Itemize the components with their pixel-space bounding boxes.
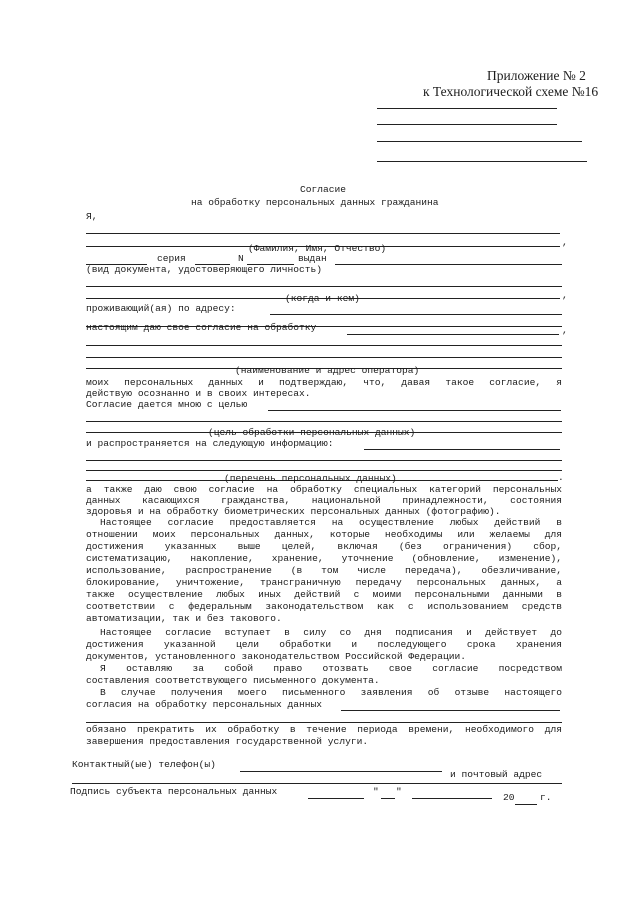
year-blank[interactable] [515, 804, 537, 805]
phone-blank[interactable] [240, 771, 442, 772]
p3-line-5: использование, распространение (в том числе передача), обезличивание, [86, 565, 562, 576]
document-subtitle: на обработку персональных данных гражданина [191, 197, 439, 208]
p4-line-2: достижения указанной цели обработки и последующего срока хранения [86, 639, 562, 650]
operator-caption: (наименование и адрес оператора) [235, 365, 420, 376]
issuer-comma: , [562, 290, 568, 301]
purpose-blank-2[interactable] [86, 421, 562, 422]
p7-line-2: завершения предоставления государственной услуги. [86, 736, 369, 747]
fio-caption: (Фамилия, Имя, Отчество) [248, 243, 387, 254]
p3-line-1: Настоящее согласие предоставляется на осуществление любых действий в [100, 517, 562, 528]
info-blank-1[interactable] [364, 449, 560, 450]
p1-line-2: действую осознанно и в своих интересах. [86, 388, 311, 399]
header-line-4 [377, 161, 587, 162]
purpose-caption: (цель обработки персональных данных) [208, 427, 416, 438]
p7-line-1: обязано прекратить их обработку в течение периода времени, необходимого для [86, 724, 562, 735]
date-quote-open: " [373, 786, 379, 797]
p3-line-7: также осуществление любых иных действий с моими персональными данными в [86, 589, 562, 600]
p3-line-8: соответствии с федеральным законодательством как с использованием средств [86, 601, 562, 612]
info-blank-3[interactable] [86, 470, 562, 471]
header-line-3 [377, 141, 582, 142]
doc-caption: (вид документа, удостоверяющего личность) [86, 264, 323, 275]
issued-label: выдан [298, 253, 327, 264]
p2-line-3: здоровья и на обработку биометрических персональных данных (фотографию). [86, 506, 501, 517]
operator-blank-3[interactable] [86, 357, 562, 358]
document-title: Согласие [300, 184, 347, 195]
p4-line-1: Настоящее согласие вступает в силу со дня подписания и действует до [100, 627, 562, 638]
p6-line-1: В случае получения моего письменного заявления об отзыве настоящего [100, 687, 562, 698]
scheme-reference: к Технологической схеме №16 [423, 84, 599, 99]
email-label: и почтовый адрес [450, 769, 543, 780]
p5-line-2: составления соответствующего письменного документа. [86, 675, 380, 686]
operator-comma: , [562, 325, 568, 336]
p3-line-4: систематизацию, накопление, хранение, уточнение (обновление, изменение), [86, 553, 562, 564]
operator-blank-1[interactable] [347, 334, 559, 335]
p4-line-3: документов, установленного законодательством Российской Федерации. [86, 651, 466, 662]
day-blank[interactable] [381, 798, 395, 799]
signature-blank[interactable] [308, 798, 364, 799]
month-blank[interactable] [412, 798, 492, 799]
fio-comma: , [562, 237, 568, 248]
p3-line-6: блокирование, уничтожение, трансграничную передачу персональных данных, а [86, 577, 562, 588]
operator-blank-2[interactable] [86, 345, 562, 346]
series-label: серия [157, 253, 186, 264]
p2-line-1: а также даю свою согласие на обработку специальных категорий персональных [86, 484, 562, 495]
revocation-blank-1[interactable] [341, 710, 560, 711]
p5-line-1: Я оставляю за собой право отозвать свое согласие посредством [100, 663, 562, 674]
address-label: проживающий(ая) по адресу: [86, 303, 236, 314]
header-line-1 [377, 108, 557, 109]
list-caption: (перечень персональных данных) [224, 473, 397, 484]
consent-label: настоящим даю свое согласие на обработку [86, 322, 317, 333]
p3-line-3: достижения указанных выше целей, включая (без ограничения) сбор, [86, 541, 562, 552]
year-prefix: 20 [503, 792, 515, 803]
ya-label: Я, [86, 211, 98, 222]
spread-label: и распространяется на следующую информацию: [86, 438, 334, 449]
contacts-label: Контактный(ые) телефон(ы) [72, 759, 216, 770]
p1-line-1: моих персональных данных и подтверждаю, что, давая такое согласие, я [86, 377, 562, 388]
email-blank[interactable] [72, 783, 562, 784]
info-period: . [558, 472, 564, 483]
revocation-blank-2[interactable] [86, 722, 562, 723]
issued-blank[interactable] [335, 264, 562, 265]
number-label: N [238, 253, 244, 264]
header-line-2 [377, 124, 557, 125]
appendix-number: Приложение № 2 [487, 68, 586, 83]
when-by-caption: (когда и кем) [285, 293, 360, 304]
address-blank-1[interactable] [270, 314, 562, 315]
p3-line-9: автоматизации, так и без такового. [86, 613, 282, 624]
p6-line-2: согласия на обработку персональных данных [86, 699, 323, 710]
purpose-label: Согласие дается мною с целью [86, 399, 248, 410]
year-suffix: г. [540, 792, 552, 803]
p2-line-2: данных касающихся гражданства, национальной принадлежности, состояния [86, 495, 562, 506]
signature-label: Подпись субъекта персональных данных [70, 786, 278, 797]
info-blank-2[interactable] [86, 460, 562, 461]
p3-line-2: отношении моих персональных данных, которые необходимы или желаемы для [86, 529, 562, 540]
date-quote-close: " [396, 786, 402, 797]
name-blank-top [86, 233, 560, 234]
issuer-blank-1[interactable] [86, 286, 562, 287]
purpose-blank-1[interactable] [268, 410, 561, 411]
